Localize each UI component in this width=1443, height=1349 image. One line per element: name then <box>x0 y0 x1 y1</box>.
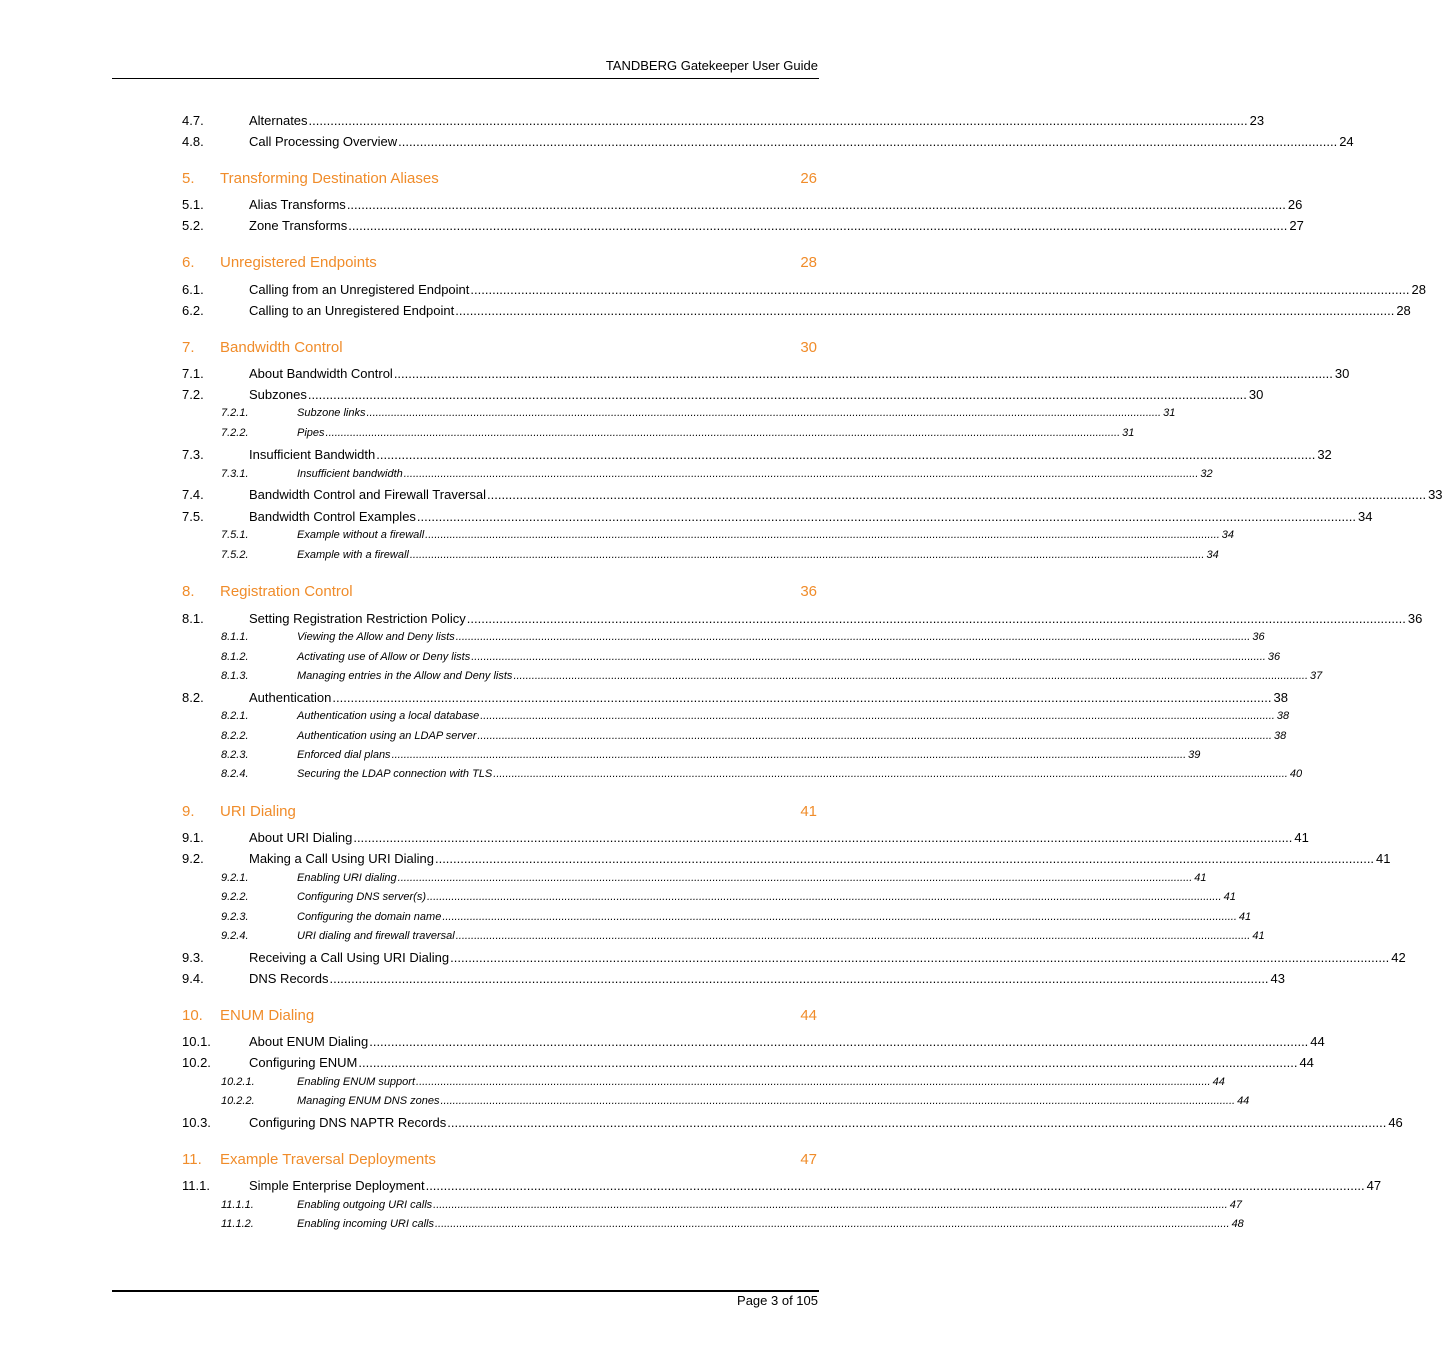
toc-entry-page: 41 <box>1252 930 1265 942</box>
toc-entry-number: 5.1. <box>182 197 204 212</box>
toc-entry-page: 44 <box>1299 1055 1314 1070</box>
toc-dot-leader: .................................................................................................................................................................................................................................................................... <box>480 710 1275 722</box>
toc-subsection-entry[interactable] <box>0 651 1281 667</box>
toc-section-entry[interactable] <box>0 1115 1403 1133</box>
toc-dot-leader: .................................................................................................................................................................................................................................................................... <box>353 830 1293 845</box>
toc-dot-leader: .................................................................................................................................................................................................................................................................... <box>403 468 1199 480</box>
toc-section-entry[interactable] <box>0 611 1423 629</box>
toc-dot-leader: .................................................................................................................................................................................................................................................................... <box>348 218 1288 233</box>
toc-entry-number: 8.2.4. <box>221 768 249 780</box>
toc-dot-leader: .................................................................................................................................................................................................................................................................... <box>369 1034 1309 1049</box>
toc-dot-leader: .................................................................................................................................................................................................................................................................... <box>366 407 1162 419</box>
toc-section-entry[interactable] <box>0 830 1309 848</box>
toc-entry-title: Insufficient bandwidth <box>297 468 403 480</box>
toc-subsection-entry[interactable] <box>0 749 1201 765</box>
toc-entry-title: Bandwidth Control Examples <box>249 509 416 524</box>
toc-subsection-entry[interactable] <box>0 911 1252 927</box>
toc-entry-title: URI dialing and firewall traversal <box>297 930 455 942</box>
toc-dot-leader: .................................................................................................................................................................................................................................................................... <box>477 730 1272 742</box>
toc-entry-number: 4.8. <box>182 134 204 149</box>
toc-dot-leader: .................................................................................................................................................................................................................................................................... <box>425 1178 1365 1193</box>
toc-entry-page: 31 <box>1163 407 1176 419</box>
toc-entry-number: 9. <box>182 803 195 820</box>
toc-subsection-entry[interactable] <box>0 1199 1242 1215</box>
toc-entry-title: Managing ENUM DNS zones <box>297 1095 440 1107</box>
toc-entry-number: 7.3.1. <box>221 468 249 480</box>
toc-dot-leader: .................................................................................................................................................................................................................................................................... <box>329 971 1269 986</box>
toc-dot-leader: .................................................................................................................................................................................................................................................................... <box>455 303 1395 318</box>
toc-entry-page: 41 <box>800 803 817 820</box>
toc-entry-title: Bandwidth Control <box>220 339 343 356</box>
toc-dot-leader: .................................................................................................................................................................................................................................................................... <box>470 282 1410 297</box>
toc-entry-number: 11.1.1. <box>221 1199 254 1211</box>
toc-entry-title: DNS Records <box>249 971 329 986</box>
toc-entry-page: 36 <box>1407 611 1423 626</box>
toc-dot-leader: .................................................................................................................................................................................................................................................................... <box>308 113 1248 128</box>
toc-entry-page: 44 <box>1310 1034 1325 1049</box>
toc-dot-leader: .................................................................................................................................................................................................................................................................... <box>358 1055 1298 1070</box>
toc-entry-number: 8.2.2. <box>221 730 249 742</box>
toc-entry-page: 23 <box>1249 113 1265 128</box>
toc-entry-number: 11.1.2. <box>221 1218 254 1230</box>
toc-entry-title: Viewing the Allow and Deny lists <box>297 631 455 643</box>
toc-chapter-entry[interactable] <box>0 803 954 823</box>
footer-rule <box>112 1290 819 1292</box>
toc-dot-leader: .................................................................................................................................................................................................................................................................... <box>447 1115 1387 1130</box>
toc-entry-page: 30 <box>800 339 817 356</box>
toc-entry-title: Authentication using an LDAP server <box>297 730 477 742</box>
toc-dot-leader: .................................................................................................................................................................................................................................................................... <box>513 670 1309 682</box>
page-number-footer: Page 3 of 105 <box>737 1293 818 1308</box>
toc-subsection-entry[interactable] <box>0 407 1176 423</box>
toc-entry-page: 31 <box>1122 427 1135 439</box>
toc-dot-leader: .................................................................................................................................................................................................................................................................... <box>416 509 1356 524</box>
toc-entry-page: 48 <box>1231 1218 1244 1230</box>
toc-section-entry[interactable] <box>0 950 1406 968</box>
toc-entry-title: Enabling outgoing URI calls <box>297 1199 433 1211</box>
toc-entry-title: About URI Dialing <box>249 830 353 845</box>
toc-chapter-entry[interactable] <box>0 1151 954 1171</box>
toc-dot-leader: .................................................................................................................................................................................................................................................................... <box>493 768 1288 780</box>
toc-entry-page: 44 <box>1237 1095 1250 1107</box>
toc-dot-leader: .................................................................................................................................................................................................................................................................... <box>426 891 1222 903</box>
toc-entry-title: Call Processing Overview <box>249 134 398 149</box>
toc-dot-leader: .................................................................................................................................................................................................................................................................... <box>434 851 1375 866</box>
toc-dot-leader: .................................................................................................................................................................................................................................................................... <box>409 549 1205 561</box>
toc-entry-title: Calling from an Unregistered Endpoint <box>249 282 470 297</box>
toc-entry-page: 34 <box>1206 549 1219 561</box>
toc-entry-page: 34 <box>1221 529 1235 541</box>
toc-entry-page: 38 <box>1273 730 1287 742</box>
toc-entry-title: Setting Registration Restriction Policy <box>249 611 466 626</box>
toc-entry-number: 9.1. <box>182 830 204 845</box>
toc-entry-title: Bandwidth Control and Firewall Traversal <box>249 487 486 502</box>
toc-section-entry[interactable] <box>0 1055 1314 1073</box>
toc-entry-title: Enabling ENUM support <box>297 1076 416 1088</box>
toc-entry-page: 41 <box>1223 891 1236 903</box>
toc-chapter-entry[interactable] <box>0 583 954 603</box>
toc-entry-page: 43 <box>1270 971 1286 986</box>
toc-entry-title: Transforming Destination Aliases <box>220 170 439 187</box>
toc-entry-title: Pipes <box>297 427 325 439</box>
toc-entry-title: Subzones <box>249 387 307 402</box>
toc-entry-number: 7.2. <box>182 387 204 402</box>
toc-entry-title: Configuring DNS server(s) <box>297 891 426 903</box>
toc-entry-page: 42 <box>1391 950 1406 965</box>
toc-entry-title: Enabling URI dialing <box>297 872 397 884</box>
toc-dot-leader: .................................................................................................................................................................................................................................................................... <box>346 197 1286 212</box>
toc-dot-leader: .................................................................................................................................................................................................................................................................... <box>442 911 1237 923</box>
toc-subsection-entry[interactable] <box>0 1076 1225 1092</box>
toc-subsection-entry[interactable] <box>0 1218 1244 1234</box>
toc-dot-leader: .................................................................................................................................................................................................................................................................... <box>434 1218 1230 1230</box>
toc-entry-title: Calling to an Unregistered Endpoint <box>249 303 455 318</box>
toc-section-entry[interactable] <box>0 113 1265 131</box>
toc-entry-title: Enforced dial plans <box>297 749 391 761</box>
toc-subsection-entry[interactable] <box>0 468 1213 484</box>
toc-entry-page: 27 <box>1289 218 1304 233</box>
toc-entry-number: 5. <box>182 170 195 187</box>
toc-entry-title: Example Traversal Deployments <box>220 1151 436 1168</box>
toc-entry-number: 7.1. <box>182 366 204 381</box>
toc-entry-page: 30 <box>1248 387 1264 402</box>
toc-entry-title: ENUM Dialing <box>220 1007 315 1024</box>
toc-entry-page: 41 <box>1294 830 1309 845</box>
toc-dot-leader: .................................................................................................................................................................................................................................................................... <box>487 487 1427 502</box>
toc-entry-number: 7. <box>182 339 195 356</box>
toc-entry-title: About Bandwidth Control <box>249 366 393 381</box>
toc-section-entry[interactable] <box>0 690 1288 708</box>
toc-entry-number: 8. <box>182 583 195 600</box>
toc-entry-title: Unregistered Endpoints <box>220 254 377 271</box>
toc-entry-page: 26 <box>800 170 817 187</box>
toc-section-entry[interactable] <box>0 971 1286 989</box>
toc-entry-page: 47 <box>1366 1178 1382 1193</box>
toc-section-entry[interactable] <box>0 282 1426 300</box>
toc-section-entry[interactable] <box>0 1034 1325 1052</box>
toc-entry-number: 7.5.2. <box>221 549 249 561</box>
toc-subsection-entry[interactable] <box>0 670 1323 686</box>
toc-entry-page: 38 <box>1273 690 1288 705</box>
toc-dot-leader: .................................................................................................................................................................................................................................................................... <box>450 950 1390 965</box>
toc-subsection-entry[interactable] <box>0 768 1303 784</box>
toc-entry-number: 8.2.1. <box>221 710 249 722</box>
toc-entry-number: 6.1. <box>182 282 204 297</box>
toc-subsection-entry[interactable] <box>0 1095 1250 1111</box>
toc-entry-title: Configuring DNS NAPTR Records <box>249 1115 447 1130</box>
toc-entry-page: 39 <box>1188 749 1201 761</box>
toc-section-entry[interactable] <box>0 851 1391 869</box>
toc-entry-number: 9.3. <box>182 950 204 965</box>
toc-entry-number: 9.2.4. <box>221 930 249 942</box>
toc-dot-leader: .................................................................................................................................................................................................................................................................... <box>398 134 1338 149</box>
toc-subsection-entry[interactable] <box>0 549 1219 565</box>
toc-entry-number: 9.2.2. <box>221 891 249 903</box>
toc-entry-page: 33 <box>1428 487 1443 502</box>
toc-dot-leader: .................................................................................................................................................................................................................................................................... <box>433 1199 1228 1211</box>
toc-dot-leader: .................................................................................................................................................................................................................................................................... <box>416 1076 1211 1088</box>
toc-subsection-entry[interactable] <box>0 930 1265 946</box>
toc-section-entry[interactable] <box>0 447 1332 465</box>
toc-entry-page: 28 <box>1411 282 1426 297</box>
toc-dot-leader: .................................................................................................................................................................................................................................................................... <box>393 366 1333 381</box>
toc-entry-number: 4.7. <box>182 113 204 128</box>
toc-dot-leader: .................................................................................................................................................................................................................................................................... <box>307 387 1247 402</box>
toc-entry-number: 7.2.2. <box>221 427 249 439</box>
toc-subsection-entry[interactable] <box>0 427 1135 443</box>
toc-dot-leader: .................................................................................................................................................................................................................................................................... <box>455 631 1251 643</box>
toc-entry-number: 10.3. <box>182 1115 211 1130</box>
toc-dot-leader: .................................................................................................................................................................................................................................................................... <box>376 447 1316 462</box>
toc-dot-leader: .................................................................................................................................................................................................................................................................... <box>325 427 1121 439</box>
toc-entry-title: Alternates <box>249 113 308 128</box>
toc-entry-title: Zone Transforms <box>249 218 348 233</box>
toc-section-entry[interactable] <box>0 366 1350 384</box>
header-rule <box>112 78 819 79</box>
toc-subsection-entry[interactable] <box>0 710 1290 726</box>
toc-entry-page: 41 <box>1376 851 1391 866</box>
toc-entry-title: Example with a firewall <box>297 549 409 561</box>
toc-entry-number: 10. <box>182 1007 203 1024</box>
document-header-title: TANDBERG Gatekeeper User Guide <box>605 58 818 73</box>
toc-entry-page: 24 <box>1339 134 1354 149</box>
toc-subsection-entry[interactable] <box>0 631 1265 647</box>
toc-subsection-entry[interactable] <box>0 529 1235 545</box>
toc-entry-page: 41 <box>1238 911 1252 923</box>
toc-entry-title: Managing entries in the Allow and Deny lists <box>297 670 513 682</box>
toc-entry-title: Alias Transforms <box>249 197 346 212</box>
toc-entry-number: 8.1.2. <box>221 651 249 663</box>
toc-entry-title: Registration Control <box>220 583 353 600</box>
toc-entry-page: 36 <box>1267 651 1281 663</box>
toc-entry-page: 40 <box>1289 768 1303 780</box>
toc-entry-page: 44 <box>800 1007 817 1024</box>
toc-section-entry[interactable] <box>0 1178 1382 1196</box>
toc-entry-title: Subzone links <box>297 407 366 419</box>
toc-entry-number: 8.1. <box>182 611 204 626</box>
toc-entry-page: 41 <box>1194 872 1207 884</box>
toc-entry-number: 8.1.1. <box>221 631 249 643</box>
toc-entry-title: Making a Call Using URI Dialing <box>249 851 434 866</box>
toc-section-entry[interactable] <box>0 134 1354 152</box>
toc-entry-page: 28 <box>1396 303 1411 318</box>
toc-dot-leader: .................................................................................................................................................................................................................................................................... <box>397 872 1193 884</box>
toc-entry-number: 7.3. <box>182 447 204 462</box>
toc-chapter-entry[interactable] <box>0 254 954 274</box>
toc-subsection-entry[interactable] <box>0 872 1207 888</box>
toc-entry-number: 7.2.1. <box>221 407 249 419</box>
toc-entry-number: 6. <box>182 254 195 271</box>
toc-entry-number: 7.5.1. <box>221 529 249 541</box>
toc-entry-number: 10.2.2. <box>221 1095 255 1107</box>
toc-section-entry[interactable] <box>0 303 1411 321</box>
toc-entry-number: 9.4. <box>182 971 204 986</box>
toc-entry-page: 30 <box>1334 366 1350 381</box>
toc-entry-page: 36 <box>800 583 817 600</box>
toc-entry-title: URI Dialing <box>220 803 296 820</box>
toc-entry-title: Configuring ENUM <box>249 1055 358 1070</box>
toc-entry-number: 7.4. <box>182 487 204 502</box>
toc-entry-page: 37 <box>1310 670 1323 682</box>
toc-entry-title: Enabling incoming URI calls <box>297 1218 434 1230</box>
toc-subsection-entry[interactable] <box>0 730 1287 746</box>
toc-entry-number: 8.2.3. <box>221 749 249 761</box>
toc-entry-title: Authentication <box>249 690 332 705</box>
toc-chapter-entry[interactable] <box>0 339 954 359</box>
toc-chapter-entry[interactable] <box>0 170 954 190</box>
toc-entry-number: 6.2. <box>182 303 204 318</box>
toc-dot-leader: .................................................................................................................................................................................................................................................................... <box>471 651 1266 663</box>
toc-dot-leader: .................................................................................................................................................................................................................................................................... <box>466 611 1406 626</box>
toc-entry-number: 10.2.1. <box>221 1076 255 1088</box>
toc-entry-page: 38 <box>1276 710 1290 722</box>
toc-chapter-entry[interactable] <box>0 1007 954 1027</box>
toc-entry-number: 9.2.3. <box>221 911 249 923</box>
toc-entry-title: Receiving a Call Using URI Dialing <box>249 950 450 965</box>
toc-entry-page: 34 <box>1358 509 1373 524</box>
toc-entry-number: 10.1. <box>182 1034 211 1049</box>
toc-entry-title: Authentication using a local database <box>297 710 480 722</box>
toc-entry-number: 9.2.1. <box>221 872 249 884</box>
toc-dot-leader: .................................................................................................................................................................................................................................................................... <box>332 690 1272 705</box>
toc-entry-title: Simple Enterprise Deployment <box>249 1178 425 1193</box>
toc-entry-page: 32 <box>1200 468 1213 480</box>
toc-entry-page: 28 <box>800 254 817 271</box>
toc-section-entry[interactable] <box>0 387 1264 405</box>
toc-entry-title: Insufficient Bandwidth <box>249 447 376 462</box>
toc-section-entry[interactable] <box>0 197 1303 215</box>
toc-section-entry[interactable] <box>0 509 1373 527</box>
toc-entry-title: About ENUM Dialing <box>249 1034 369 1049</box>
toc-dot-leader: .................................................................................................................................................................................................................................................................... <box>391 749 1187 761</box>
toc-dot-leader: .................................................................................................................................................................................................................................................................... <box>440 1095 1236 1107</box>
toc-entry-title: Configuring the domain name <box>297 911 442 923</box>
toc-entry-page: 46 <box>1388 1115 1403 1130</box>
toc-entry-number: 8.2. <box>182 690 204 705</box>
toc-entry-page: 26 <box>1287 197 1303 212</box>
toc-section-entry[interactable] <box>0 487 1443 505</box>
toc-entry-title: Activating use of Allow or Deny lists <box>297 651 471 663</box>
toc-entry-number: 8.1.3. <box>221 670 249 682</box>
toc-entry-number: 11.1. <box>182 1178 210 1193</box>
toc-entry-page: 44 <box>1212 1076 1225 1088</box>
toc-entry-number: 5.2. <box>182 218 204 233</box>
toc-entry-number: 9.2. <box>182 851 204 866</box>
toc-subsection-entry[interactable] <box>0 891 1236 907</box>
toc-dot-leader: .................................................................................................................................................................................................................................................................... <box>425 529 1220 541</box>
toc-dot-leader: .................................................................................................................................................................................................................................................................... <box>455 930 1251 942</box>
toc-entry-page: 47 <box>800 1151 817 1168</box>
toc-entry-number: 11. <box>182 1151 202 1168</box>
toc-entry-number: 10.2. <box>182 1055 211 1070</box>
toc-entry-page: 32 <box>1317 447 1332 462</box>
toc-entry-page: 36 <box>1252 631 1265 643</box>
toc-section-entry[interactable] <box>0 218 1304 236</box>
toc-entry-title: Securing the LDAP connection with TLS <box>297 768 493 780</box>
toc-entry-page: 47 <box>1229 1199 1242 1211</box>
toc-entry-title: Example without a firewall <box>297 529 425 541</box>
toc-entry-number: 7.5. <box>182 509 204 524</box>
